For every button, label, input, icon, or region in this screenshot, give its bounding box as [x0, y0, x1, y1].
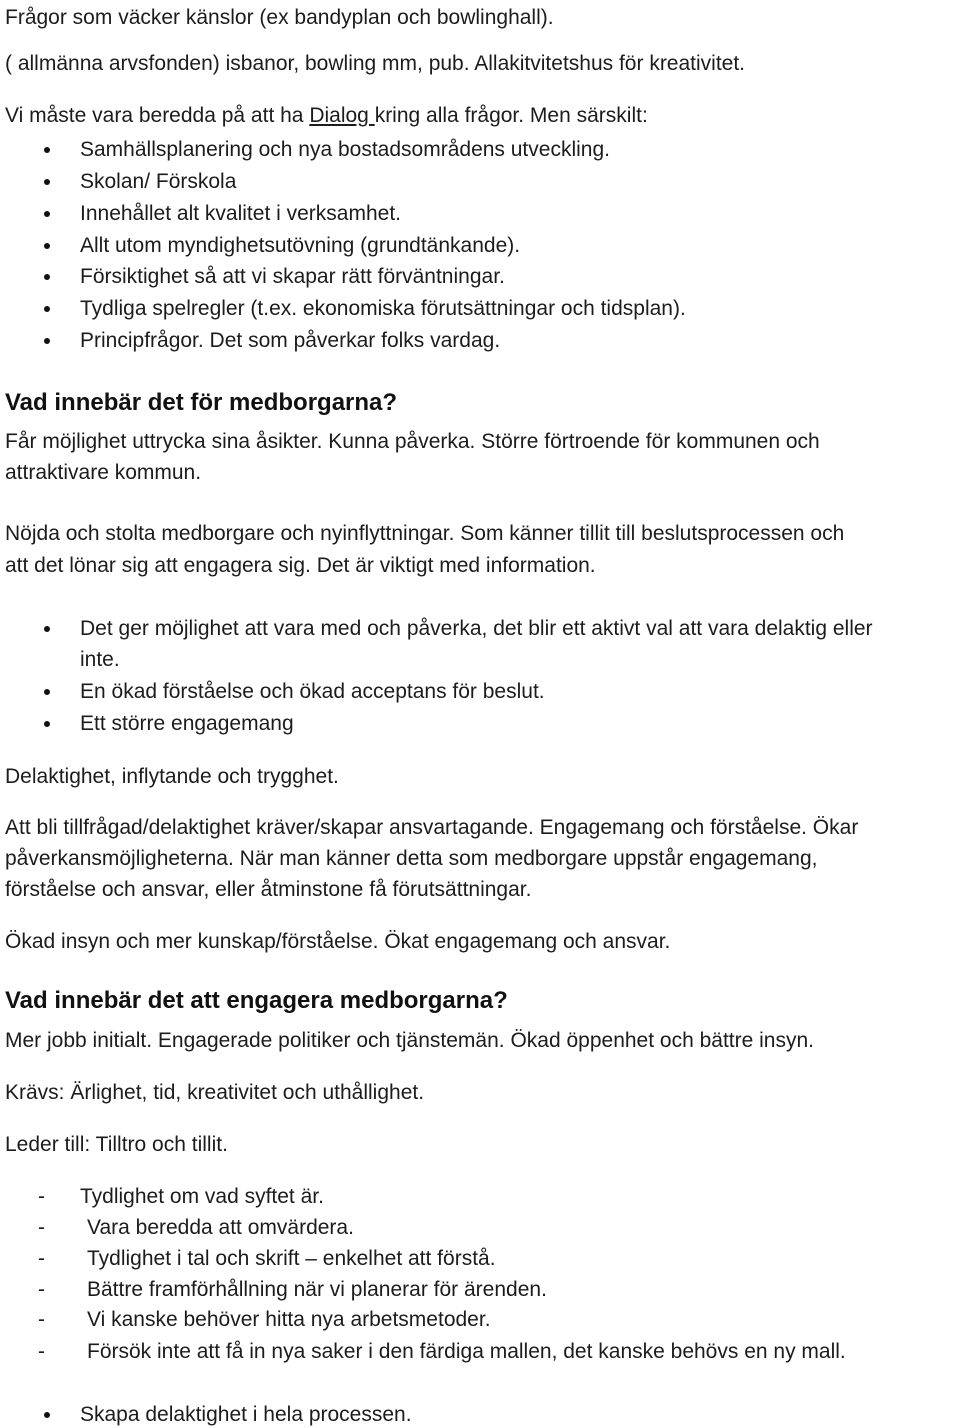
paragraph-line: Nöjda och stolta medborgare och nyinflyttningar. Som känner tillit till beslutsprocessen och [5, 522, 845, 545]
bullet-icon [44, 626, 50, 632]
list-item: Allt utom myndighetsutövning (grundtänkande). [80, 234, 521, 257]
bullet-icon [44, 211, 50, 217]
paragraph-line: Mer jobb initialt. Engagerade politiker och tjänstemän. Ökad öppenhet och bättre insyn. [5, 1029, 814, 1052]
list-item: Skapa delaktighet i hela processen. [80, 1403, 412, 1426]
dash-marker: - [38, 1247, 45, 1270]
dash-marker: - [38, 1340, 45, 1363]
dash-marker: - [38, 1185, 45, 1208]
list-item: Skolan/ Förskola [80, 170, 237, 193]
list-item: Försiktighet så att vi skapar rätt förväntningar. [80, 265, 505, 288]
list-item: Principfrågor. Det som påverkar folks vardag. [80, 329, 501, 352]
paragraph-line: Delaktighet, inflytande och trygghet. [5, 765, 339, 788]
dash-marker: - [38, 1308, 45, 1331]
paragraph-line: Krävs: Ärlighet, tid, kreativitet och uthållighet. [5, 1081, 425, 1104]
list-item: Tydlighet i tal och skrift – enkelhet att förstå. [87, 1247, 496, 1270]
paragraph-line: att det lönar sig att engagera sig. Det är viktigt med information. [5, 554, 596, 577]
intro-line [5, 104, 648, 128]
bullet-icon [44, 179, 50, 185]
paragraph-line: Att bli tillfrågad/delaktighet kräver/skapar ansvartagande. Engagemang och förståelse. Ökar [5, 816, 859, 839]
list-item: Innehållet alt kvalitet i verksamhet. [80, 202, 401, 225]
bullet-icon [44, 689, 50, 695]
list-item: Ett större engagemang [80, 712, 294, 735]
bullet-icon [44, 274, 50, 280]
intro-text: kring alla frågor. Men särskilt: [374, 104, 648, 127]
bullet-icon [44, 721, 50, 727]
list-item: Samhällsplanering och nya bostadsområdens utveckling. [80, 138, 610, 161]
paragraph-line: förståelse och ansvar, eller åtminstone få förutsättningar. [5, 878, 532, 901]
bullet-icon [44, 243, 50, 249]
bullet-icon [44, 1412, 50, 1418]
paragraph-line: påverkansmöjligheterna. När man känner detta som medborgare uppstår engagemang, [5, 847, 818, 870]
intro-line: ( allmänna arvsfonden) isbanor, bowling mm, pub. Allakitvitetshus för kreativitet. [5, 52, 746, 75]
paragraph-line: Ökad insyn och mer kunskap/förståelse. Ökat engagemang och ansvar. [5, 930, 671, 953]
list-item: Bättre framförhållning när vi planerar för ärenden. [87, 1278, 547, 1301]
dialog-link: Dialog [309, 104, 375, 127]
list-item: Vara beredda att omvärdera. [87, 1216, 354, 1239]
paragraph-line: Får möjlighet uttrycka sina åsikter. Kunna påverka. Större förtroende för kommunen och [5, 430, 820, 453]
intro-line: Frågor som väcker känslor (ex bandyplan och bowlinghall). [5, 6, 554, 29]
section-heading: Vad innebär det att engagera medborgarna? [5, 987, 508, 1014]
list-item: Vi kanske behöver hitta nya arbetsmetoder. [87, 1308, 491, 1331]
dash-marker: - [38, 1278, 45, 1301]
bullet-icon [44, 338, 50, 344]
section-heading: Vad innebär det för medborgarna? [5, 389, 398, 416]
bullet-icon [44, 147, 50, 153]
list-item: Det ger möjlighet att vara med och påverka, det blir ett aktivt val att vara delaktig eller [80, 617, 873, 640]
list-item: Tydliga spelregler (t.ex. ekonomiska förutsättningar och tidsplan). [80, 297, 686, 320]
paragraph-line: attraktivare kommun. [5, 461, 202, 484]
dash-marker: - [38, 1216, 45, 1239]
list-item: En ökad förståelse och ökad acceptans för beslut. [80, 680, 545, 703]
intro-text: Vi måste vara beredda på att ha [5, 104, 310, 127]
list-item: Försök inte att få in nya saker i den färdiga mallen, det kanske behövs en ny mall. [87, 1340, 846, 1363]
list-item: Tydlighet om vad syftet är. [80, 1185, 324, 1208]
bullet-icon [44, 306, 50, 312]
paragraph-line: Leder till: Tilltro och tillit. [5, 1133, 228, 1156]
list-item-continuation: inte. [80, 648, 120, 671]
